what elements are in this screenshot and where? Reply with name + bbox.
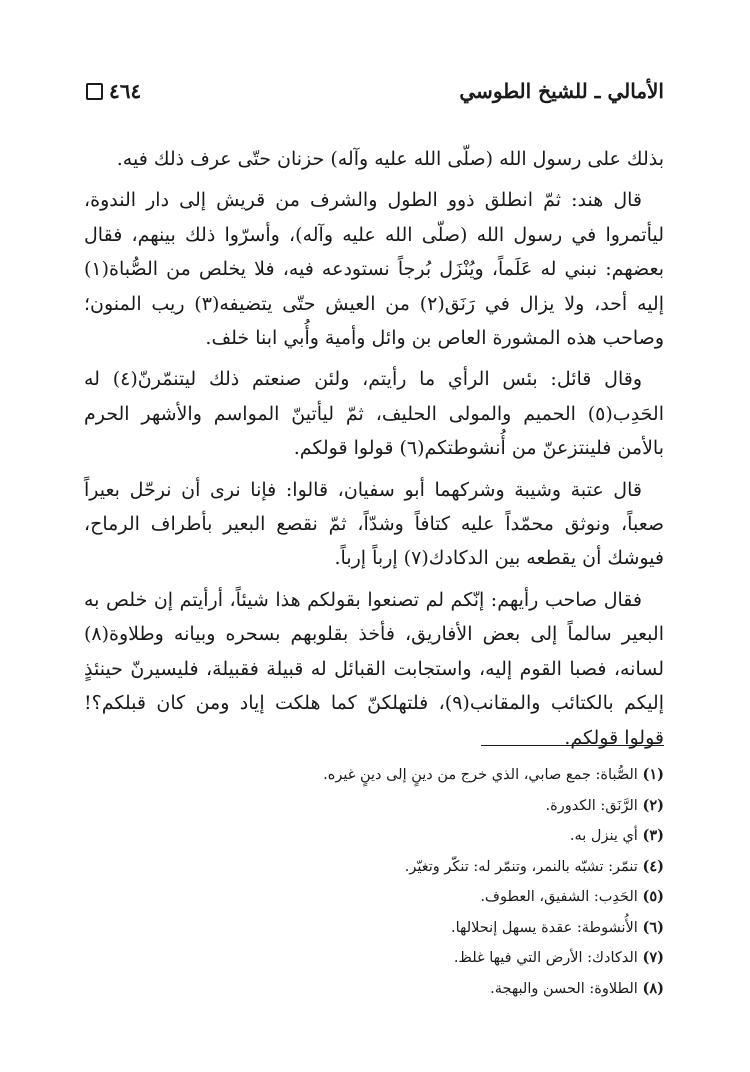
- footnote-number: (٤): [642, 857, 664, 875]
- footnote-number: (٨): [642, 979, 664, 997]
- footnote-number: (٣): [642, 827, 664, 844]
- footnote: [84, 943, 664, 974]
- footnote-text: أي ينزل به.: [569, 828, 638, 844]
- footnote-number: (٧): [642, 949, 664, 966]
- footnote: [84, 974, 664, 1005]
- page-header: [86, 76, 664, 106]
- page-number: ٤٦٤: [109, 79, 142, 103]
- page-number-group: [86, 79, 141, 103]
- footnote-number: (٢): [642, 796, 664, 814]
- paragraph: قال عتبة وشيبة وشركهما أبو سفيان، قالوا: فإنا نرى أن نرحّل بعيراً صعباً، ونوثق محمّداً عليه كتافاً وشدّاً، ثمّ نقصع البعير بأطراف الرماح، فيوشك أن يقطعه بين الدكادك(٧) إرباً إرباً.: [84, 478, 664, 570]
- footnote: [84, 791, 664, 822]
- footnote-divider: [481, 745, 664, 746]
- footnote: [84, 882, 664, 913]
- footnote-number: (٦): [642, 918, 664, 936]
- main-text: [84, 142, 664, 762]
- footnote-text: الحَدِب: الشفيق، العطوف.: [480, 889, 638, 905]
- footnote-text: الدكادك: الأرض التي فيها غلظ.: [453, 950, 638, 966]
- paragraph: فقال صاحب رأيهم: إنّكم لم تصنعوا بقولكم هذا شيئاً، أرأيتم إن خلص به البعير سالماً إلى بعض الأفاريق، فأخذ بقلوبهم بسحره وبيانه وطلاوة(٨) لسانه، فصبا القوم إليه، واستجابت القبائل له قبيلة فقبيلة، فليسيرنّ حينئذٍ إليكم بالكتائب والمقانب(٩)، فلتهلكنّ كما هلكت إياد ومن كان قبلكم؟! قولوا قولكم.: [84, 588, 664, 749]
- footnote: [84, 852, 664, 883]
- footnotes: [84, 760, 664, 1004]
- paragraph: بذلك على رسول الله (صلّى الله عليه وآله) حزنان حتّى عرف ذلك فيه.: [116, 148, 664, 170]
- footnote-number: (٥): [642, 888, 664, 905]
- running-title: الأمالي ـ للشيخ الطوسي: [459, 79, 664, 103]
- footnote: [84, 760, 664, 791]
- footnote-number: (١): [642, 766, 664, 783]
- footnote: [84, 821, 664, 852]
- square-icon: [86, 83, 103, 100]
- footnote: [84, 913, 664, 944]
- paragraph: قال هند: ثمّ انطلق ذوو الطول والشرف من قريش إلى دار الندوة، ليأتمروا في رسول الله (صلّى الله عليه وآله)، وأسرّوا ذلك بينهم، فقال بعضهم: نبني له عَلَماً، ويُنْزَل بُرجاً نستودعه فيه، فلا يخلص من الصُّباة(١) إليه أحد، ولا يزال في رَنَق(٢) من العيش حتّى يتضيفه(٣) ريب المنون؛ وصاحب هذه المشورة العاص بن وائل وأمية وأُبي ابنا خلف.: [84, 189, 664, 350]
- footnote-text: تنمّر: تشبّه بالنمر، وتنمّر له: تنكّر وتغيّر.: [404, 858, 638, 875]
- footnote-text: الصُّباة: جمع صابي، الذي خرج من دينٍ إلى دينٍ غيره.: [323, 767, 638, 783]
- footnote-text: الطلاوة: الحسن والبهجة.: [490, 980, 638, 997]
- footnote-text: الأُنشوطة: عقدة يسهل إنحلالها.: [451, 919, 638, 936]
- paragraph: وقال قائل: بئس الرأي ما رأيتم، ولئن صنعتم ذلك ليتنمّرنّ(٤) له الحَدِب(٥) الحميم والمولى الحليف، ثمّ ليأتينّ المواسم والأشهر الحرم بالأمن فلينتزعنّ من أُنشوطتكم(٦) قولوا قولكم.: [84, 368, 664, 460]
- footnote-text: الرَّنَق: الكدورة.: [545, 797, 638, 814]
